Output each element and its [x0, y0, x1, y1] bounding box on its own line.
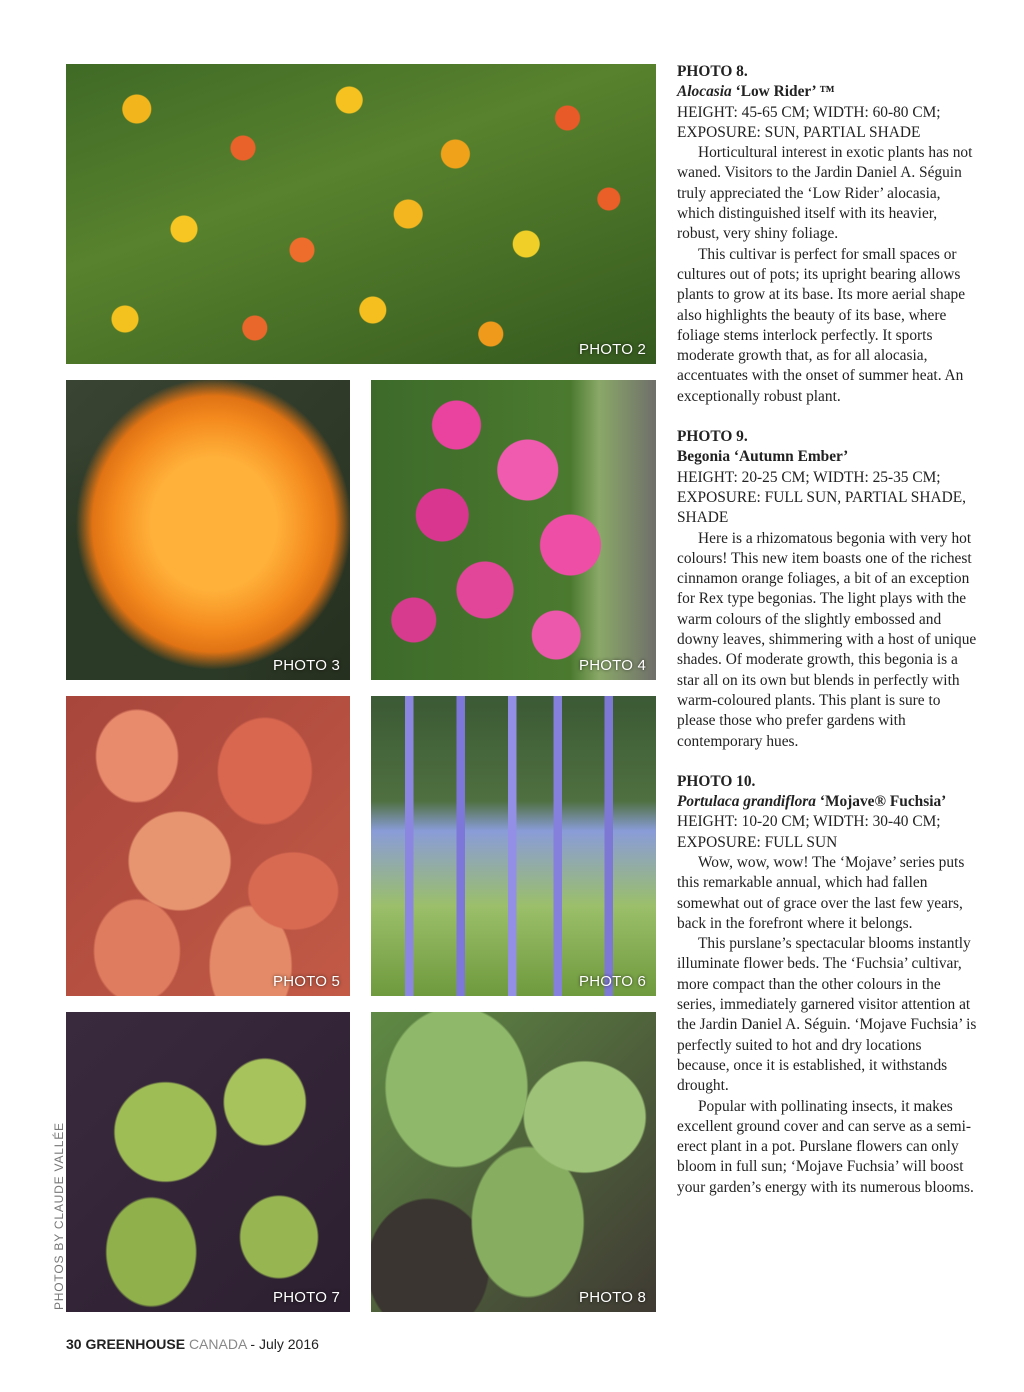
plant-name-rest: ‘Low Rider’ ™: [731, 83, 835, 101]
section-label: PHOTO 10.: [677, 772, 756, 790]
plant-name: [677, 792, 977, 812]
plant-specs: HEIGHT: 10-20 CM; WIDTH: 30-40 CM; EXPOSURE: FULL SUN: [677, 813, 941, 851]
photo-6: [371, 696, 656, 996]
plant-name: [677, 82, 977, 102]
magazine-name: GREENHOUSE: [85, 1336, 186, 1352]
section-photo-8: [677, 62, 977, 407]
page-footer: [66, 1336, 319, 1352]
section-label: PHOTO 9.: [677, 428, 748, 446]
photo-3: [66, 380, 350, 680]
photo-7: [66, 1012, 350, 1312]
plant-name-rest: Begonia ‘Autumn Ember’: [677, 448, 849, 466]
plant-specs: HEIGHT: 20-25 CM; WIDTH: 25-35 CM; EXPOSURE: FULL SUN, PARTIAL SHADE, SHADE: [677, 468, 966, 527]
section-photo-9: [677, 427, 977, 752]
plant-name-italic: Portulaca grandiflora: [677, 793, 816, 811]
photo-4: [371, 380, 656, 680]
photo-label: PHOTO 6: [579, 973, 646, 990]
paragraph: Popular with pollinating insects, it makes excellent ground cover and can serve as a semi-erect plant in a pot. Purslane flowers can only bloom in full sun; ‘Mojave Fuchsia’ will boost your garden’s energy with its numerous blooms.: [677, 1097, 974, 1196]
paragraph: This cultivar is perfect for small spaces or cultures out of pots; its upright bearing allows plants to grow at its base. Its more aerial shape also highlights the beauty of its base, where foliage stems interlock perfectly. It sports moderate growth that, as for all alocasia, accentuates with the onset of summer heat. An exceptionally robust plant.: [677, 245, 966, 405]
photo-label: PHOTO 2: [579, 341, 646, 358]
paragraph: This purslane’s spectacular blooms instantly illuminate flower beds. The ‘Fuchsia’ cultivar, more compact than the other colours in the series, immediately garnered visitor attention at the Jardin Daniel A. Séguin. ‘Mojave Fuchsia’ is perfectly suited to hot and dry locations because, once it is established, it withstands drought.: [677, 935, 977, 1095]
photo-label: PHOTO 8: [579, 1289, 646, 1306]
photo-credit: PHOTOS BY CLAUDE VALLÉE: [52, 1122, 66, 1310]
photo-8: [371, 1012, 656, 1312]
plant-name-italic: Alocasia: [677, 83, 732, 101]
plant-specs: HEIGHT: 45-65 CM; WIDTH: 60-80 CM; EXPOSURE: SUN, PARTIAL SHADE: [677, 103, 941, 141]
paragraph: Here is a rhizomatous begonia with very hot colours! This new item boasts one of the richest cinnamon orange foliages, a bit of an exception for Rex type begonias. The light plays with the warm colours of the slightly embossed and downy leaves, shimmering with a host of unique shades. Of moderate growth, this begonia is a star all on its own but blends in perfectly with warm-coloured plants. This plant is sure to please those who prefer gardens with contemporary hues.: [677, 529, 977, 750]
magazine-country: CANADA: [188, 1336, 247, 1352]
article-text-column: [677, 62, 977, 1218]
paragraph: Wow, wow, wow! The ‘Mojave’ series puts this remarkable annual, which had fallen somewhat out of grace over the last few years, back in the forefront where it belongs.: [677, 853, 965, 932]
plant-name: [677, 447, 977, 467]
paragraph: Horticultural interest in exotic plants has not waned. Visitors to the Jardin Daniel A. Séguin truly appreciated the ‘Low Rider’ alocasia, which distinguished itself with its heavier, robust, very shiny foliage.: [677, 144, 973, 243]
section-photo-10: [677, 772, 977, 1198]
photo-5: [66, 696, 350, 996]
page-number: 30: [66, 1336, 82, 1352]
photo-2: [66, 64, 656, 364]
issue-date: - July 2016: [250, 1336, 319, 1352]
photo-label: PHOTO 3: [273, 657, 340, 674]
section-label: PHOTO 8.: [677, 63, 748, 80]
plant-name-rest: ‘Mojave® Fuchsia’: [815, 793, 947, 811]
photo-label: PHOTO 7: [273, 1289, 340, 1306]
photo-label: PHOTO 4: [579, 657, 646, 674]
photo-label: PHOTO 5: [273, 973, 340, 990]
